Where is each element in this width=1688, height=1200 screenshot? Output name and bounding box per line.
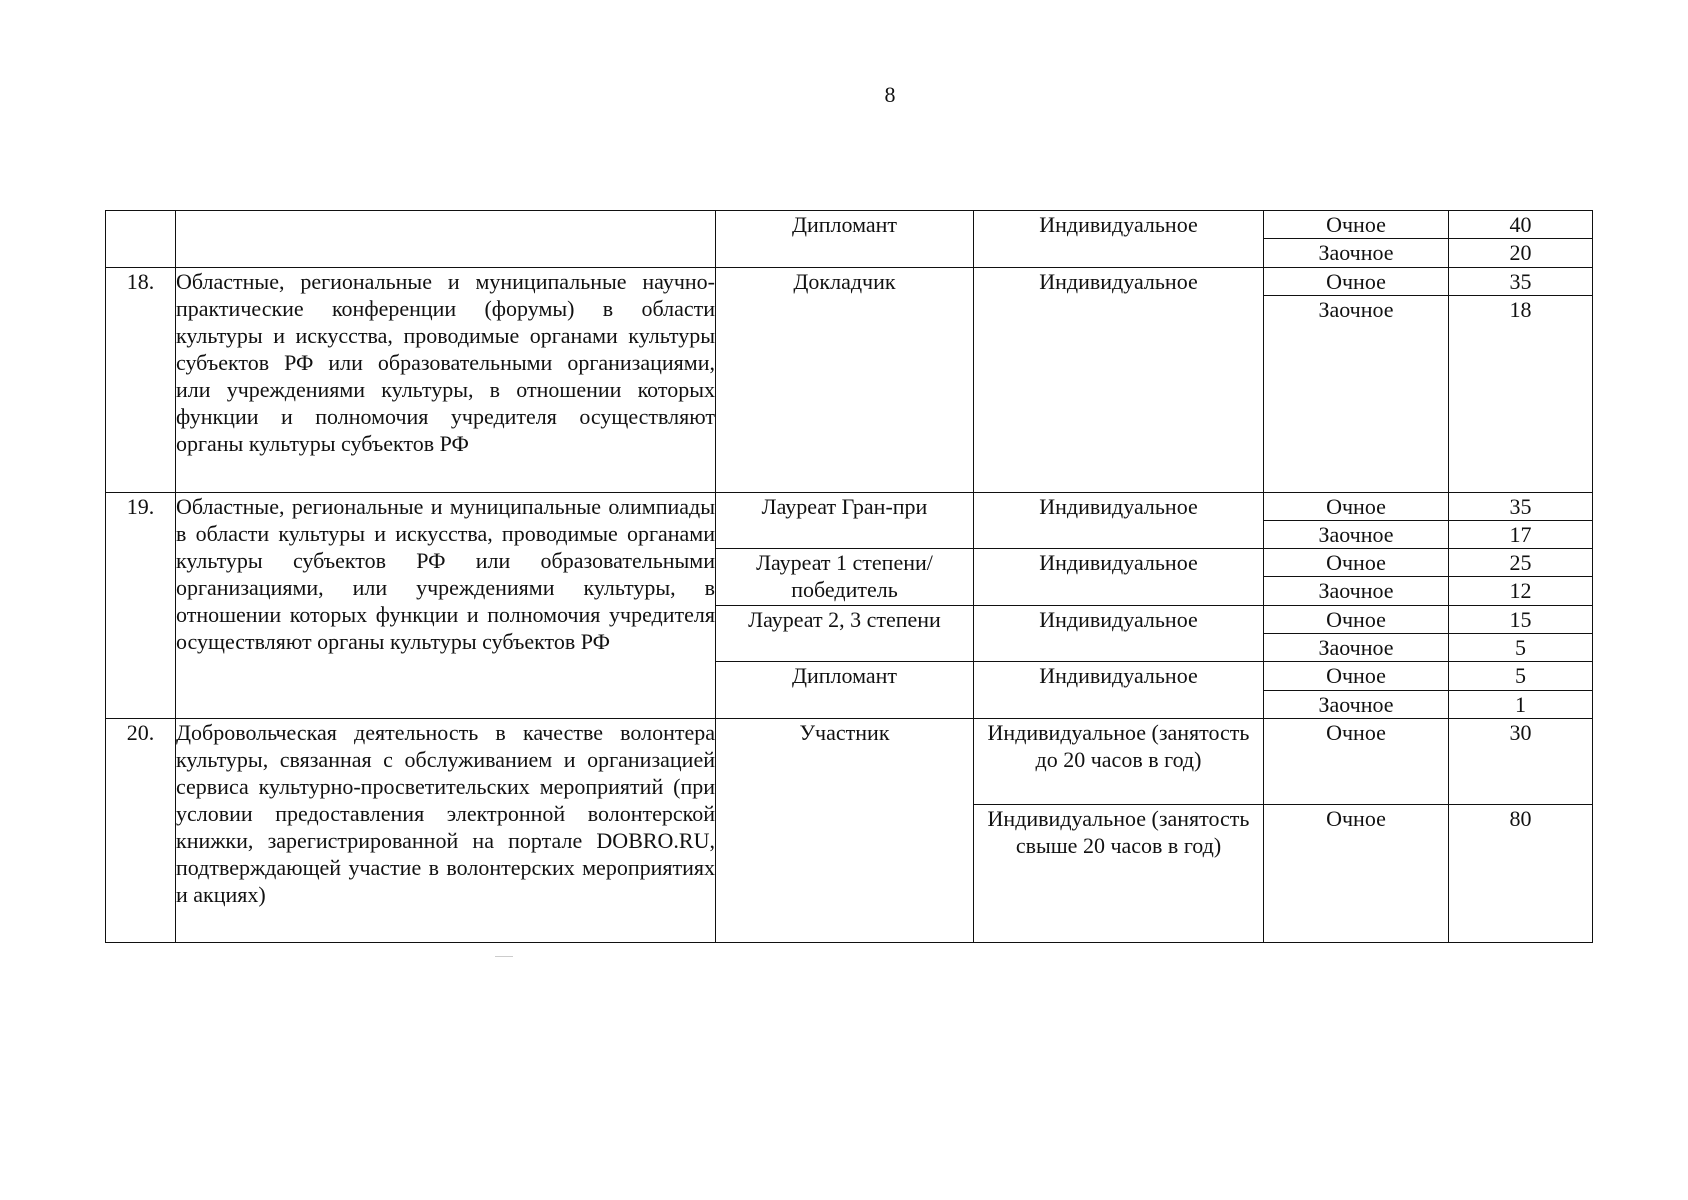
status-cell: Дипломант <box>716 662 974 719</box>
row-number <box>106 211 176 268</box>
form-cell: Очное <box>1264 211 1449 239</box>
score-cell: 17 <box>1449 520 1593 548</box>
score-cell: 35 <box>1449 267 1593 295</box>
table-row <box>106 267 1593 295</box>
participation-cell: Индивидуальное <box>974 662 1264 719</box>
status-cell: Лауреат Гран-при <box>716 492 974 549</box>
scan-mark <box>495 956 513 957</box>
participation-cell: Индивидуальное <box>974 267 1264 492</box>
participation-cell: Индивидуальное <box>974 492 1264 549</box>
status-cell: Лауреат 1 степени/ победитель <box>716 549 974 606</box>
status-cell: Дипломант <box>716 211 974 268</box>
score-cell: 12 <box>1449 577 1593 605</box>
form-cell: Заочное <box>1264 577 1449 605</box>
form-cell: Очное <box>1264 605 1449 633</box>
participation-cell: Индивидуальное <box>974 211 1264 268</box>
row-description: Добровольческая деятельность в качестве волонтера культуры, связанная с обслуживанием и организацией сервиса культурно-просветительских мероприятий (при условии предоставления электронной волонтерской книжки, зарегистрированной на портале DOBRO.RU, подтверждающей участие в волонтерских мероприятиях и акциях) <box>176 718 716 942</box>
score-cell: 25 <box>1449 549 1593 577</box>
row-description: Областные, региональные и муниципальные научно-практические конференции (форумы) в области культуры и искусства, проводимые органами культуры субъектов РФ или образовательными организациями, или учреждениями культуры, в отношении которых функции и полномочия учредителя осуществляют органы культуры субъектов РФ <box>176 267 716 492</box>
score-cell: 80 <box>1449 804 1593 942</box>
form-cell: Очное <box>1264 662 1449 690</box>
form-cell: Заочное <box>1264 634 1449 662</box>
participation-cell: Индивидуальное (занятость до 20 часов в год) <box>974 718 1264 804</box>
score-cell: 5 <box>1449 662 1593 690</box>
form-cell: Заочное <box>1264 239 1449 267</box>
form-cell: Очное <box>1264 492 1449 520</box>
score-cell: 30 <box>1449 718 1593 804</box>
row-number: 18. <box>106 267 176 492</box>
form-cell: Заочное <box>1264 520 1449 548</box>
participation-cell: Индивидуальное (занятость свыше 20 часов в год) <box>974 804 1264 942</box>
form-cell: Очное <box>1264 267 1449 295</box>
participation-cell: Индивидуальное <box>974 605 1264 662</box>
row-number: 20. <box>106 718 176 942</box>
score-cell: 35 <box>1449 492 1593 520</box>
table-row <box>106 492 1593 520</box>
score-cell: 18 <box>1449 295 1593 492</box>
participation-cell: Индивидуальное <box>974 549 1264 606</box>
form-cell: Очное <box>1264 804 1449 942</box>
table-row <box>106 211 1593 239</box>
score-cell: 20 <box>1449 239 1593 267</box>
score-table <box>105 210 1592 943</box>
score-cell: 5 <box>1449 634 1593 662</box>
form-cell: Очное <box>1264 718 1449 804</box>
status-cell: Участник <box>716 718 974 942</box>
table-row <box>106 718 1593 804</box>
row-description: Областные, региональные и муниципальные олимпиады в области культуры и искусства, проводимые органами культуры субъектов РФ или образовательными организациями, или учреждениями культуры, в отношении которых функции и полномочия учредителя осуществляют органы культуры субъектов РФ <box>176 492 716 718</box>
score-cell: 40 <box>1449 211 1593 239</box>
row-number: 19. <box>106 492 176 718</box>
score-cell: 15 <box>1449 605 1593 633</box>
form-cell: Заочное <box>1264 690 1449 718</box>
form-cell: Заочное <box>1264 295 1449 492</box>
row-description <box>176 211 716 268</box>
form-cell: Очное <box>1264 549 1449 577</box>
status-cell: Докладчик <box>716 267 974 492</box>
score-cell: 1 <box>1449 690 1593 718</box>
page-number: 8 <box>884 82 896 107</box>
status-cell: Лауреат 2, 3 степени <box>716 605 974 662</box>
